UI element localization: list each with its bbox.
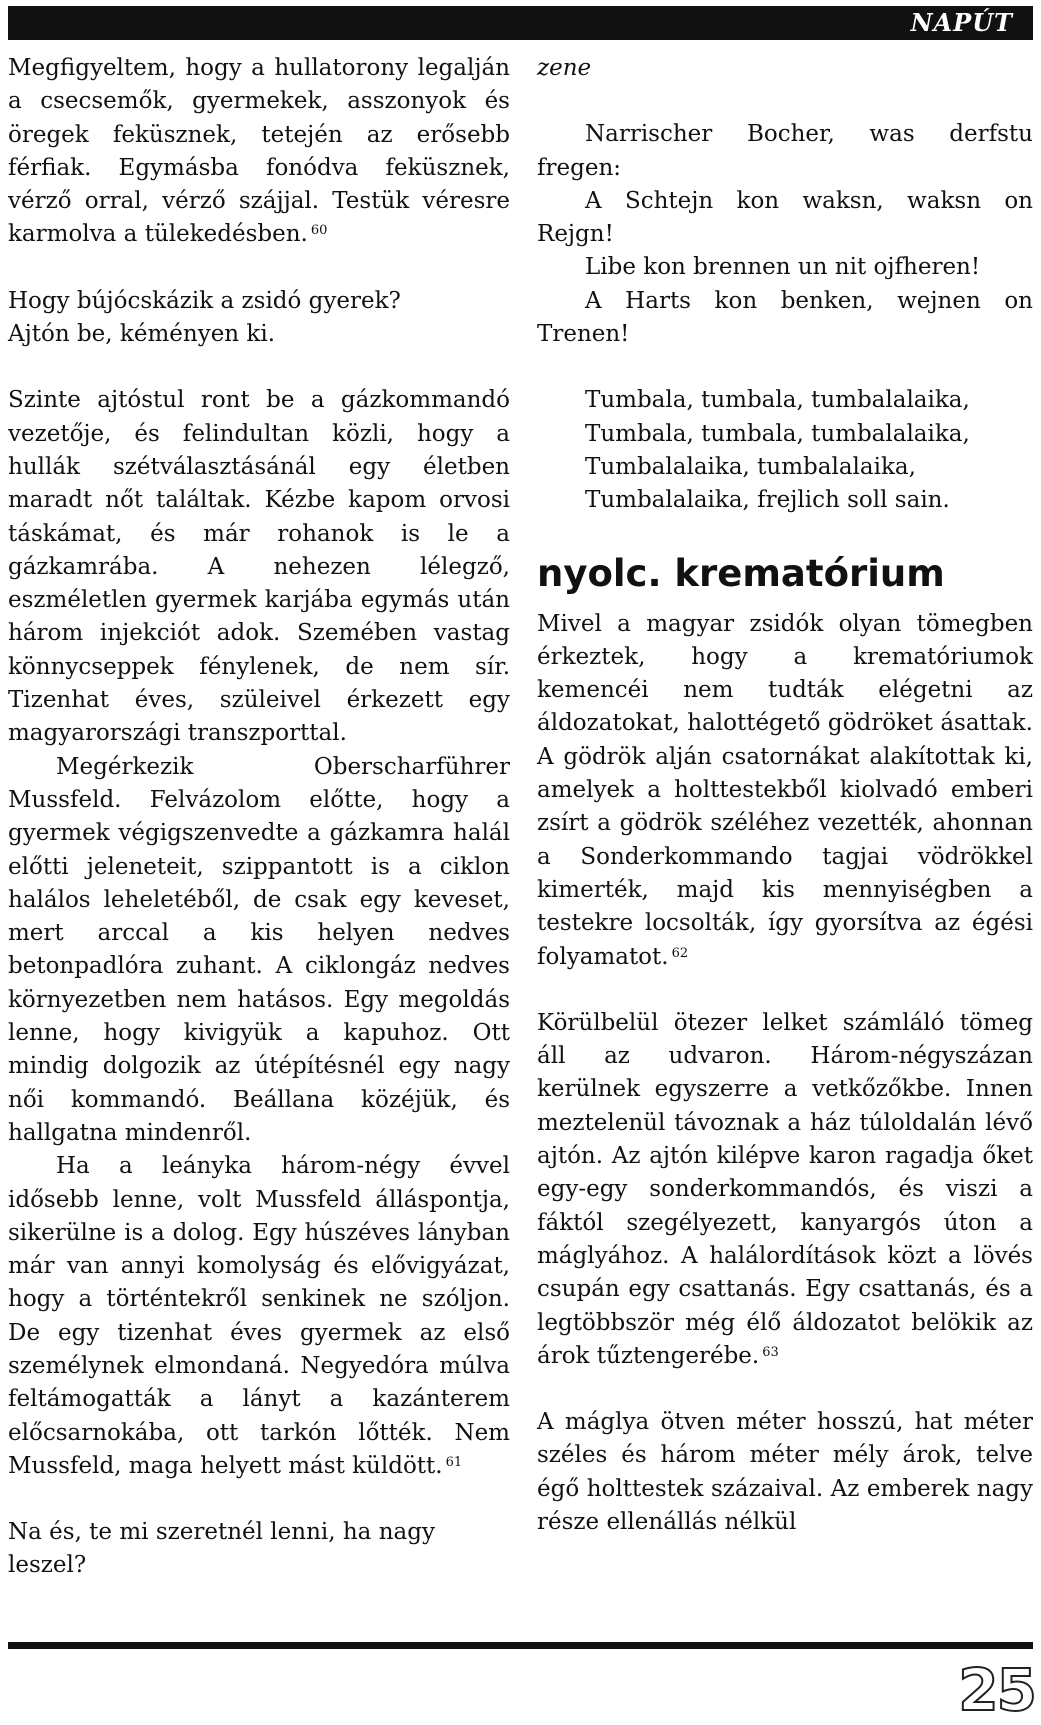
paragraph-text: Körülbelül ötezer lelket számláló tömeg áll az udvaron. Három-négyszázan kerülnek egyszerre a vetkőzőkbe. Innen meztelenül távoznak a ház túloldalán lévő ajtón. Az ajtón kilépve karon ragadja őket egy-egy sonderkommandós, és viszi a fáktól szegélyezett, kanyargós úton a máglyához. A halálordítások közt a lövés csupán egy csattanás. Egy csattanás, és a legtöbbször még élő áldozatot belökik az árok tűztengerébe. bbox=[537, 1009, 1033, 1369]
paragraph bbox=[537, 1007, 1033, 1373]
section-label: zene bbox=[537, 55, 592, 81]
song-line: Tumbala, tumbala, tumbalalaika, bbox=[585, 387, 970, 414]
song-line: Libe kon brennen un nit ojfheren! bbox=[585, 254, 981, 281]
paragraph bbox=[8, 52, 510, 252]
paragraph-text: Ha a leányka három-négy évvel idősebb lenne, volt Mussfeld álláspontja, sikerülne is a dolog. Egy húszéves lányban már van annyi komolyság és elővigyázat, hogy a történtekről senkinek ne szóljon. De egy tizenhat éves gyermek az első személynek elmondaná. Negyedóra múlva feltámogatták a lányt a kazánterem előcsarnokába, ott tarkón lőtték. Nem Mussfeld, maga helyett mást küldött. bbox=[8, 1153, 510, 1479]
paragraph bbox=[8, 285, 510, 352]
paragraph: A máglya ötven méter hosszú, hat méter széles és három méter mély árok, telve égő holttestek százaival. Az emberek nagy része ellenállás nélkül bbox=[537, 1409, 1033, 1535]
footnote-ref: 60 bbox=[310, 223, 328, 239]
footer-bar bbox=[8, 1642, 1033, 1649]
page-number: 25 bbox=[958, 1656, 1035, 1724]
song-refrain bbox=[537, 384, 1033, 517]
song-line: Tumbalalaika, frejlich soll sain. bbox=[585, 487, 950, 514]
right-column bbox=[537, 52, 1033, 1539]
header-bar bbox=[8, 6, 1033, 40]
paragraph: Szinte ajtóstul ront be a gázkommandó vezetője, és felindultan közli, hogy a hullák szétválasztásánál egy életben maradt nőt találtak. Kézbe kapom orvosi táskámat, és már rohanok is le a gázkamrába. A nehezen lélegző, eszméletlen gyermek karjába egymás után három injekciót adok. Szemében vastag könnycseppek fénylenek, de nem sír. Tizenhat éves, szüleivel érkezett egy magyarországi transzporttal. bbox=[8, 387, 510, 747]
song-line: A Harts kon benken, wejnen on Trenen! bbox=[537, 287, 1033, 348]
footnote-ref: 63 bbox=[762, 1344, 779, 1360]
paragraph: Na és, te mi szeretnél lenni, ha nagy leszel? bbox=[8, 1519, 435, 1579]
song-line: Tumbalalaika, tumbalalaika, bbox=[585, 453, 916, 480]
song-line: A Schtejn kon waksn, waksn on Rejgn! bbox=[537, 187, 1033, 248]
song-line: Narrischer Bocher, was derfstu fregen: bbox=[537, 121, 1033, 181]
paragraph-line: Ajtón be, kéményen ki. bbox=[8, 321, 276, 348]
paragraph bbox=[537, 608, 1033, 974]
paragraph-text: Mivel a magyar zsidók olyan tömegben érkeztek, hogy a krematóriumok kemencéi nem tudták elégetni az áldozatokat, halottégető gödröket ásattak. A gödrök alján csatornákat alakítottak ki, amelyek a holttestekből kiolvadó emberi zsírt a gödrök széléhez vezették, ahonnan a Sonderkommando tagjai vödrökkel kimerték, majd kis mennyiségben a testekre locsolták, így gyorsítva az égési folyamatot. bbox=[537, 610, 1033, 970]
paragraph-text: Megfigyeltem, hogy a hullatorony legalján a csecsemők, gyermekek, asszonyok és öregek feküsznek, tetején az erősebb férfiak. Egymásba fonódva feküsznek, vérző orral, vérző szájjal. Testük véresre karmolva a tülekedésben. bbox=[8, 55, 510, 248]
song-stanza bbox=[537, 118, 1033, 351]
paragraph-line: Hogy bújócskázik a zsidó gyerek? bbox=[8, 287, 401, 314]
magazine-logo: NAPÚT bbox=[910, 8, 1013, 37]
section-heading: nyolc. krematórium bbox=[537, 551, 945, 595]
song-line: Tumbala, tumbala, tumbalalaika, bbox=[585, 420, 970, 447]
left-column bbox=[8, 52, 510, 1583]
footnote-ref: 61 bbox=[445, 1454, 463, 1470]
paragraph: Megérkezik Oberscharführer Mussfeld. Felvázolom előtte, hogy a gyermek végigszenvedte a gázkamra halál előtti jeleneteit, szippantott is a ciklon halálos leheletéből, de csak egy keveset, mert arccal a kis helyen nedves betonpadlóra zuhant. A ciklongáz nedves környezetben nem hatásos. Egy megoldás lenne, hogy kivigyük a kapuhoz. Ott mindig dolgozik az útépítésnél egy nagy női kommandó. Beállana közéjük, és hallgatna mindenről. bbox=[8, 753, 510, 1146]
paragraph bbox=[8, 1150, 510, 1483]
footnote-ref: 62 bbox=[671, 945, 689, 961]
